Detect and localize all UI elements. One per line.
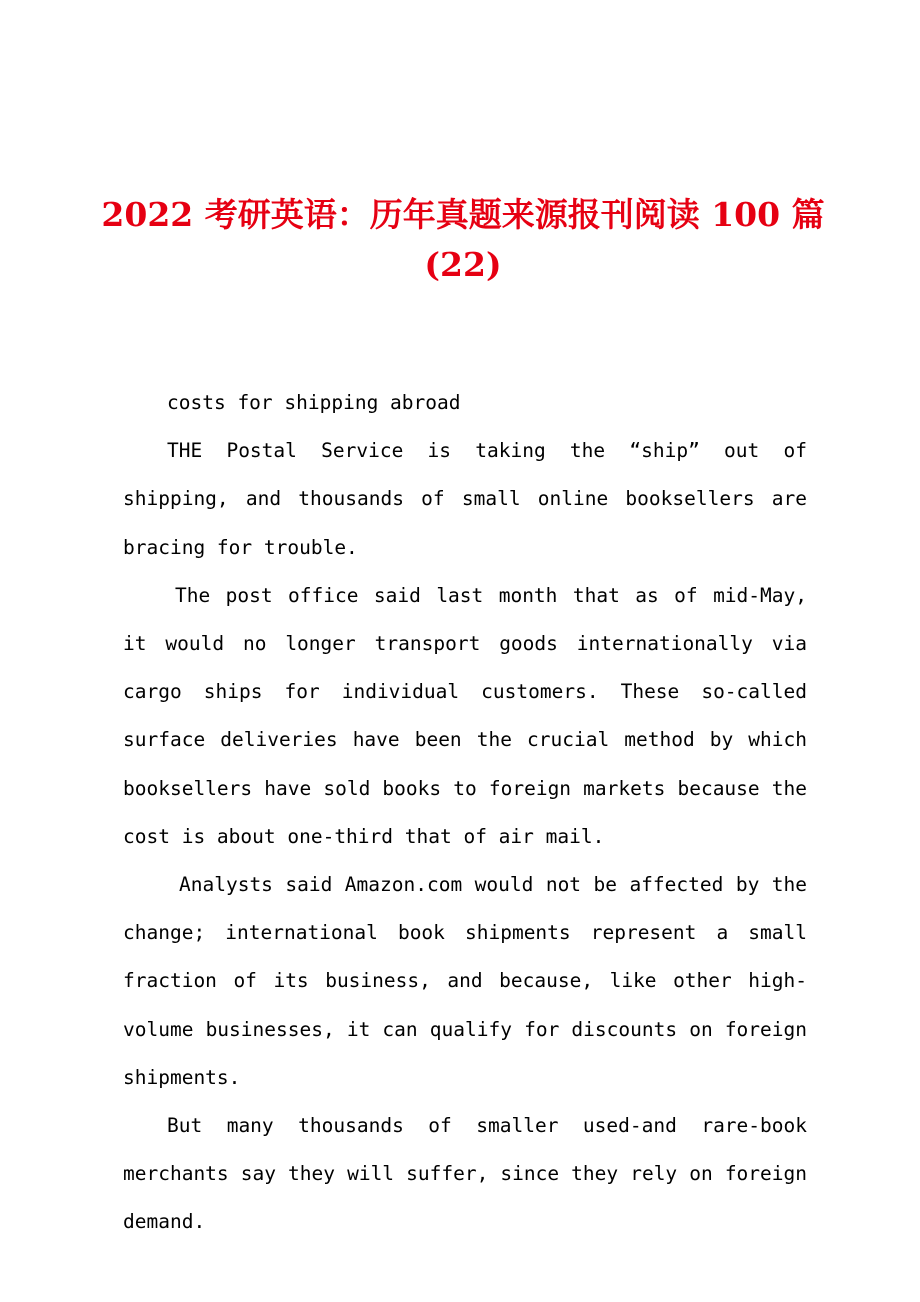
document-title [100,190,826,290]
paragraph-4: But many thousands of smaller used-and rare-book merchants say they will suffer, since they rely on foreign demand. [123,1114,807,1234]
title-line-2: (22) [424,245,502,284]
article-body [123,379,807,1247]
title-line-1: 2022 考研英语：历年真题来源报刊阅读 100 篇 [101,195,825,234]
paragraph-2: The post office said last month that as of mid-May, it would no longer transport goods internationally via cargo ships for individual customers. These so-called surface deliveries have been the crucial method by which booksellers have sold books to foreign markets because the cost is about one-third that of air mail. [123,583,807,848]
article-subtitle: costs for shipping abroad [167,391,461,414]
paragraph-1: THE Postal Service is taking the “ship” out of shipping, and thousands of small online booksellers are bracing for trouble. [123,439,807,559]
paragraph-3: Analysts said Amazon.com would not be affected by the change; international book shipments represent a small fraction of its business, and because, like other high-volume businesses, it can qualify for discounts on foreign shipments. [123,873,807,1089]
